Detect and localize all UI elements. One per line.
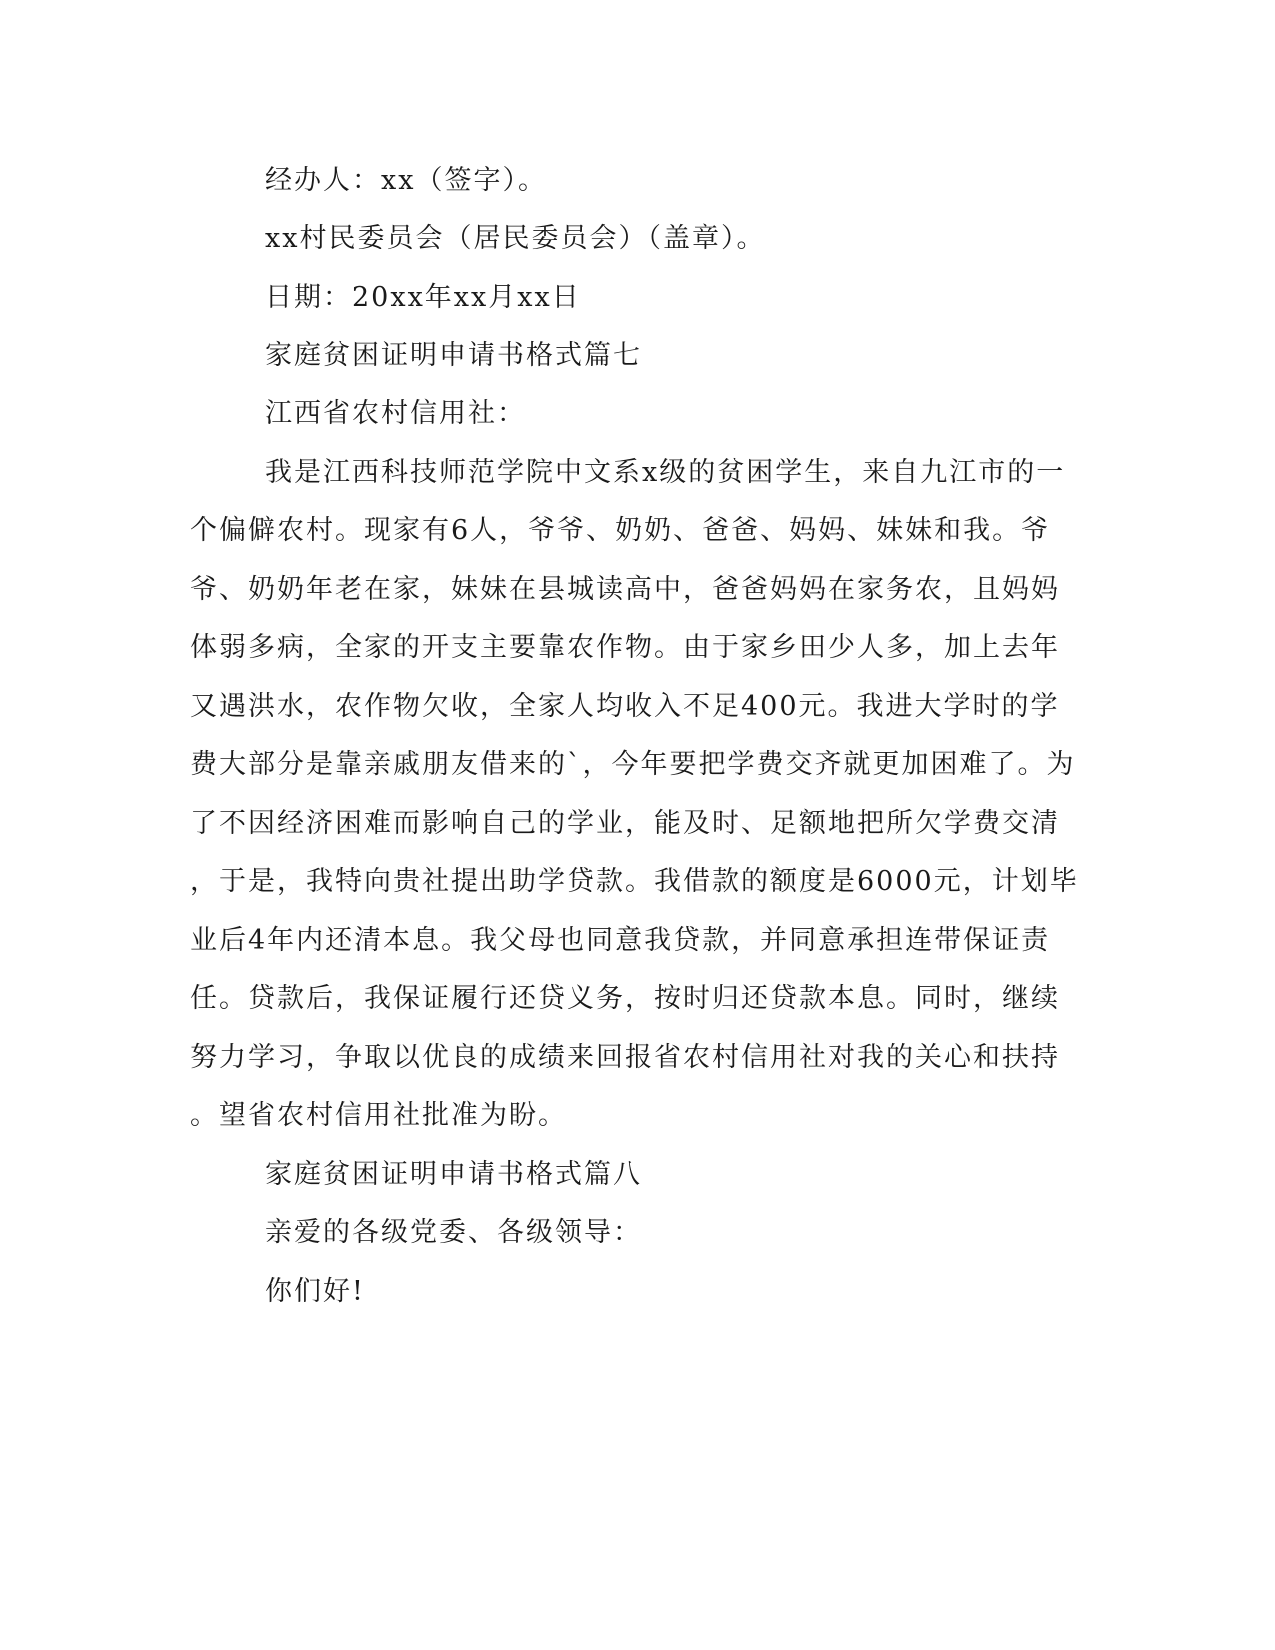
section7-paragraph-line: 又遇洪水，农作物欠收，全家人均收入不足400元。我进大学时的学 <box>190 691 1060 722</box>
section7-heading: 家庭贫困证明申请书格式篇七 <box>265 340 642 371</box>
section7-paragraph-line: 个偏僻农村。现家有6人，爷爷、奶奶、爸爸、妈妈、妹妹和我。爷 <box>190 515 1051 546</box>
section7-paragraph-line: 任。贷款后，我保证履行还贷义务，按时归还贷款本息。同时，继续 <box>190 983 1060 1014</box>
section7-paragraph-line: 我是江西科技师范学院中文系x级的贫困学生，来自九江市的一 <box>265 457 1066 488</box>
section7-paragraph-line: 努力学习，争取以优良的成绩来回报省农村信用社对我的关心和扶持 <box>190 1042 1060 1073</box>
section7-paragraph-line: ，于是，我特向贵社提出助学贷款。我借款的额度是6000元，计划毕 <box>190 866 1079 897</box>
section7-paragraph-line: 爷、奶奶年老在家，妹妹在县城读高中，爸爸妈妈在家务农，且妈妈 <box>190 574 1060 605</box>
section7-paragraph-line: 体弱多病，全家的开支主要靠农作物。由于家乡田少人多，加上去年 <box>190 632 1060 663</box>
section7-paragraph-line: 了不因经济困难而影响自己的学业，能及时、足额地把所欠学费交清 <box>190 808 1060 839</box>
section7-salutation: 江西省农村信用社： <box>265 398 526 429</box>
section8-salutation: 亲爱的各级党委、各级领导： <box>265 1217 642 1248</box>
section8-heading: 家庭贫困证明申请书格式篇八 <box>265 1159 642 1190</box>
section7-paragraph-line: 业后4年内还清本息。我父母也同意我贷款，并同意承担连带保证责 <box>190 925 1051 956</box>
date-line: 日期：20xx年xx月xx日 <box>265 282 581 313</box>
section7-paragraph-line: 。望省农村信用社批准为盼。 <box>190 1100 567 1131</box>
section7-paragraph-line: 费大部分是靠亲戚朋友借来的`，今年要把学费交齐就更加困难了。为 <box>190 749 1076 780</box>
committee-seal-line: xx村民委员会（居民委员会）（盖章）。 <box>265 223 766 254</box>
handler-signature-line: 经办人：xx（签字）。 <box>265 165 547 196</box>
section8-greeting: 你们好! <box>265 1276 365 1307</box>
